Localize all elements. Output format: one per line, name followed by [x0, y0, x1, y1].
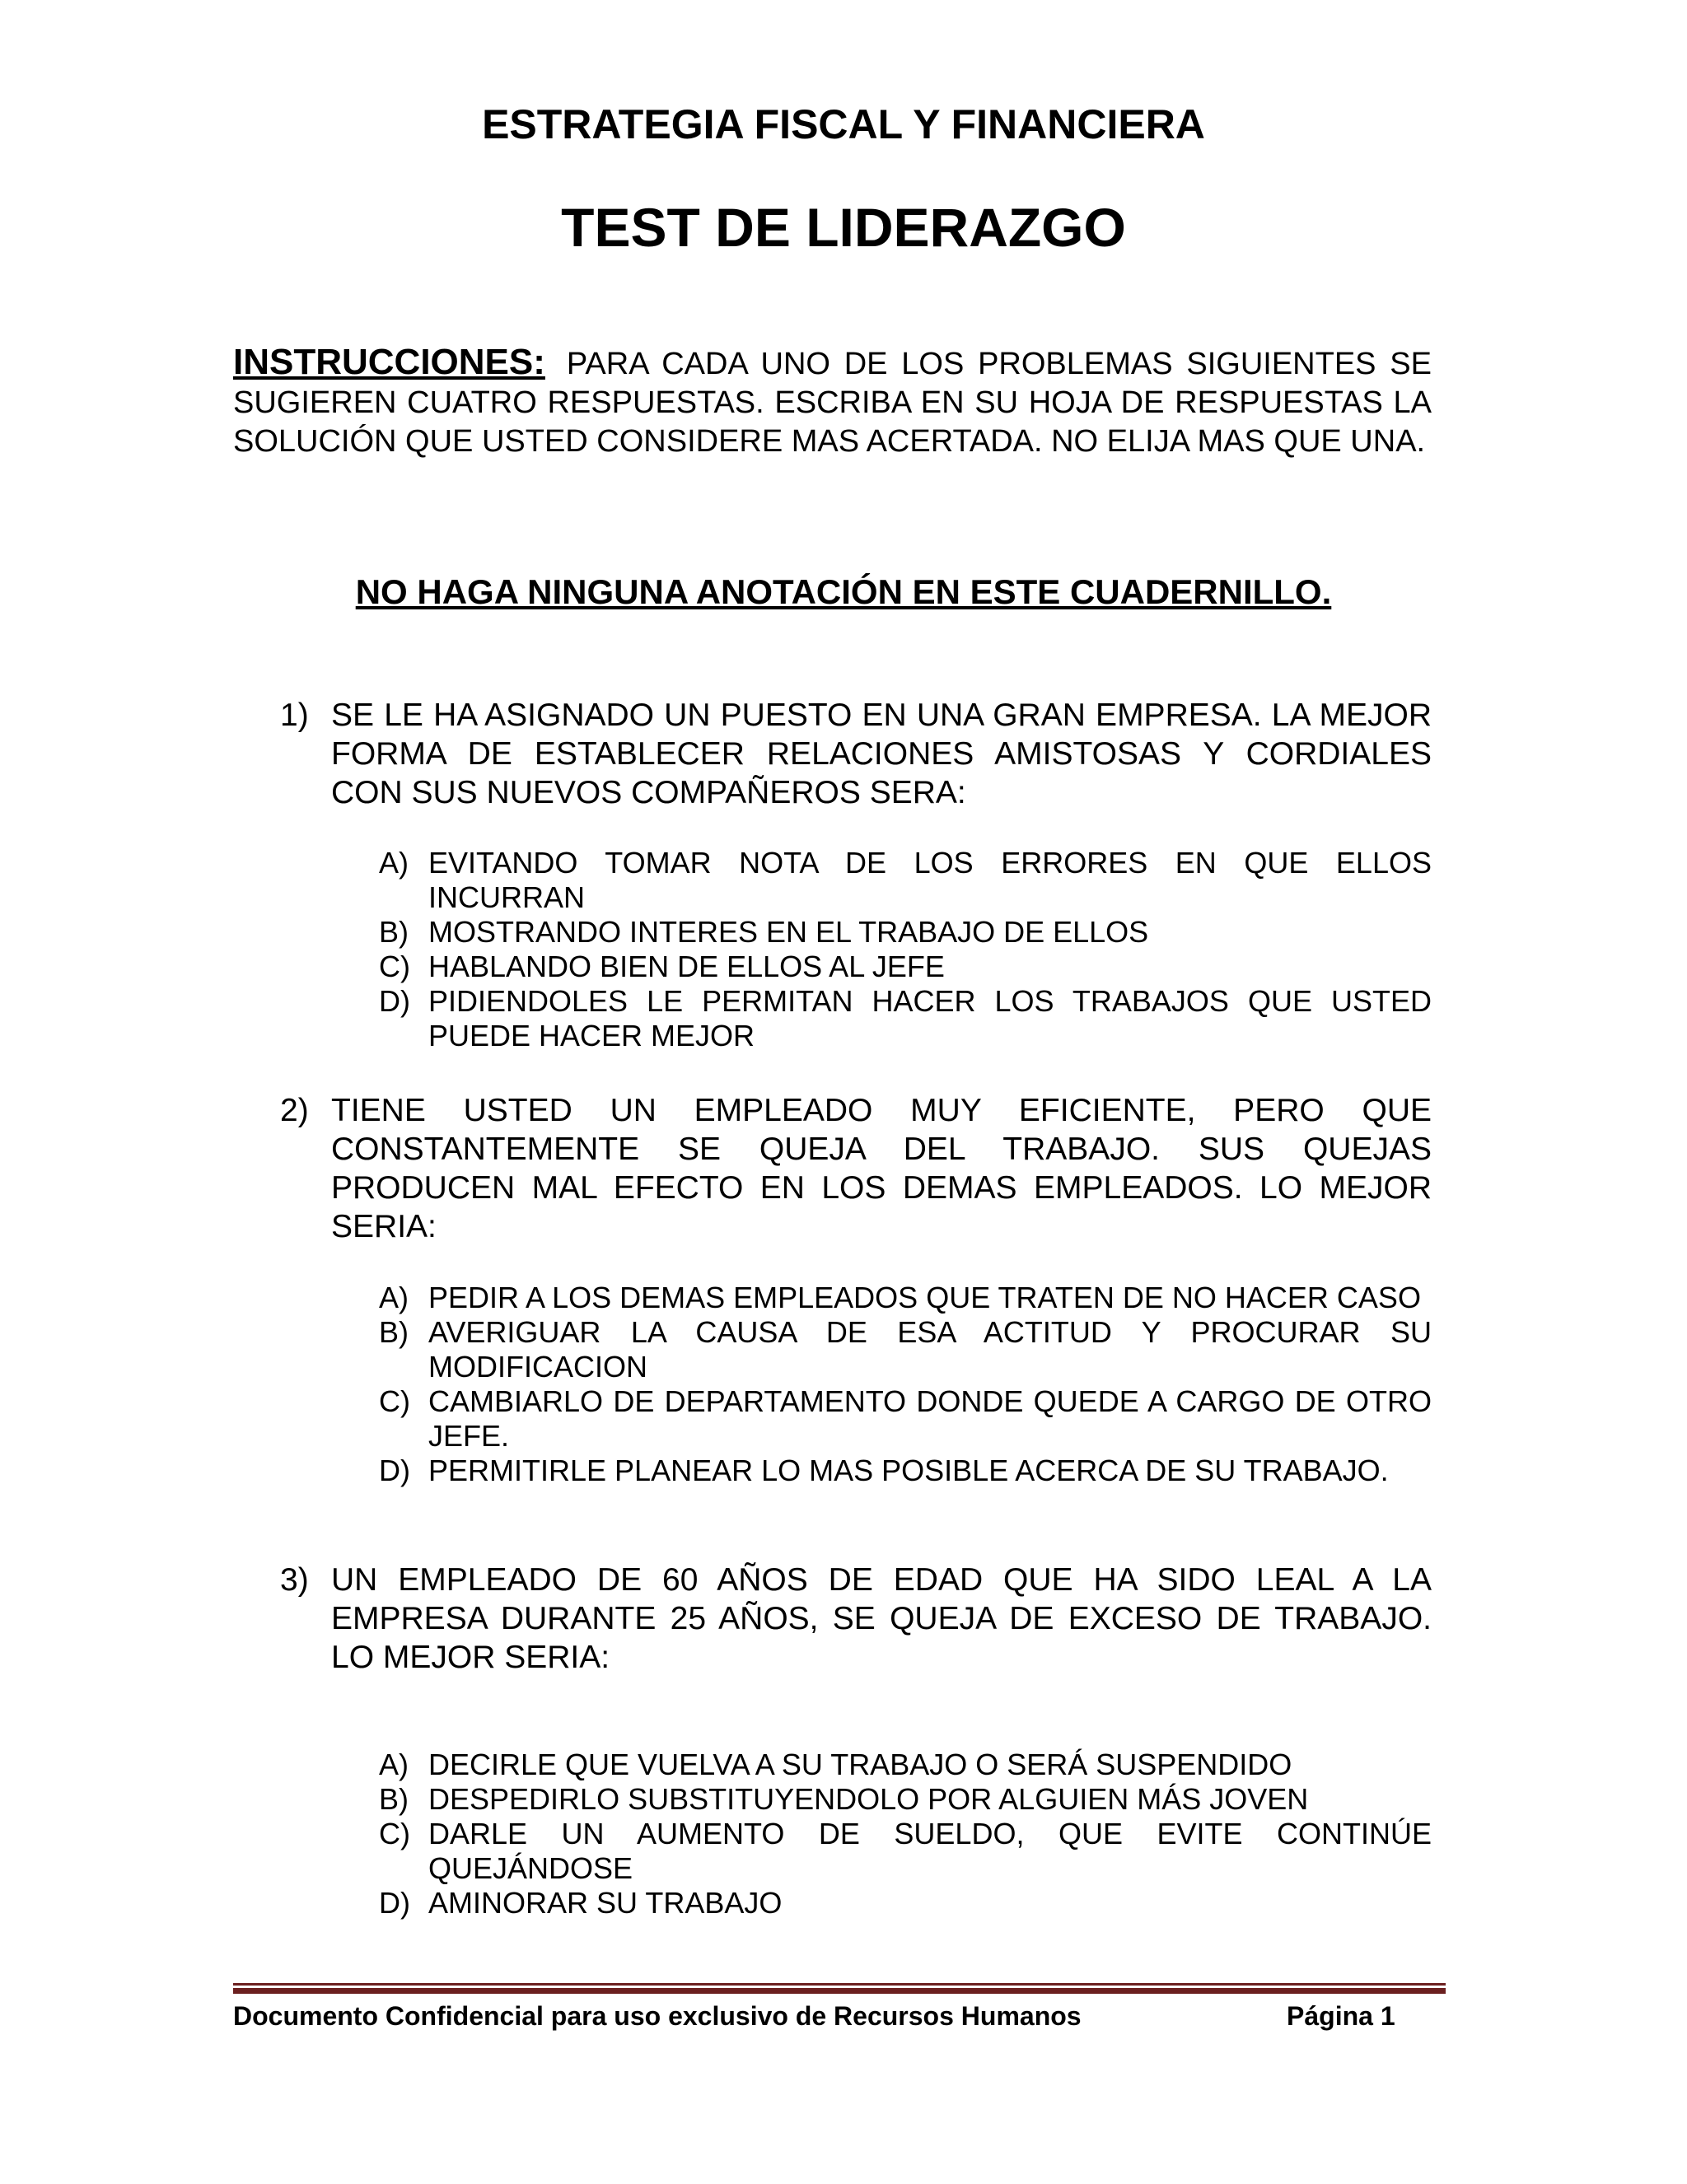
option-letter: A): [379, 1281, 409, 1314]
option-text: AMINORAR SU TRABAJO: [428, 1886, 783, 1920]
option-item: [379, 984, 1432, 1053]
option-item: [379, 950, 1432, 984]
option-item: [379, 846, 1432, 915]
footer-rule-thin: [233, 1983, 1446, 1986]
option-letter: D): [379, 984, 410, 1018]
question-3: [280, 1561, 1432, 1677]
option-item: [379, 1281, 1432, 1315]
instructions-text: PARA CADA UNO DE LOS PROBLEMAS SIGUIENTES SE SUGIEREN CUATRO RESPUESTAS. ESCRIBA EN SU HOJA DE RESPUESTAS LA SOLUCIÓN QUE USTED CONSIDERE MAS ACERTADA. NO ELIJA MAS QUE UNA.: [233, 347, 1432, 459]
option-text: HABLANDO BIEN DE ELLOS AL JEFE: [428, 950, 945, 983]
option-letter: B): [379, 915, 409, 949]
option-item: [379, 1817, 1432, 1886]
question-text: UN EMPLEADO DE 60 AÑOS DE EDAD QUE HA SIDO LEAL A LA EMPRESA DURANTE 25 AÑOS, SE QUEJA DE EXCESO DE TRABAJO. LO MEJOR SERIA:: [331, 1562, 1432, 1675]
option-item: [379, 1315, 1432, 1384]
option-text: AVERIGUAR LA CAUSA DE ESA ACTITUD Y PROCURAR SU MODIFICACION: [428, 1315, 1432, 1384]
option-item: [379, 1454, 1432, 1488]
option-text: MOSTRANDO INTERES EN EL TRABAJO DE ELLOS: [428, 915, 1149, 949]
footer-confidential-note: Documento Confidencial para uso exclusivo de Recursos Humanos: [233, 2001, 1082, 2031]
footer-rule-thick: [233, 1988, 1446, 1994]
option-text: PEDIR A LOS DEMAS EMPLEADOS QUE TRATEN DE NO HACER CASO: [428, 1281, 1421, 1314]
option-item: [379, 1886, 1432, 1920]
option-text: PERMITIRLE PLANEAR LO MAS POSIBLE ACERCA DE SU TRABAJO.: [428, 1454, 1389, 1487]
option-letter: D): [379, 1886, 410, 1920]
page-number: Página 1: [1287, 2001, 1395, 2031]
warning-notice: NO HAGA NINGUNA ANOTACIÓN EN ESTE CUADERNILLO.: [355, 572, 1332, 611]
option-text: DARLE UN AUMENTO DE SUELDO, QUE EVITE CONTINÚE QUEJÁNDOSE: [428, 1817, 1432, 1885]
option-item: [379, 1782, 1432, 1817]
option-letter: B): [379, 1315, 409, 1349]
option-text: DECIRLE QUE VUELVA A SU TRABAJO O SERÁ SUSPENDIDO: [428, 1748, 1292, 1781]
question-number: 2): [280, 1093, 309, 1128]
page-title: TEST DE LIDERAZGO: [561, 197, 1126, 258]
option-letter: A): [379, 846, 409, 880]
instructions-label: INSTRUCCIONES:: [233, 342, 545, 382]
question-number: 3): [280, 1562, 309, 1598]
footer-divider: [233, 1983, 1446, 1995]
question-2-options: [379, 1281, 1432, 1488]
instructions-block: [233, 343, 1432, 461]
option-letter: C): [379, 1384, 410, 1418]
option-text: CAMBIARLO DE DEPARTAMENTO DONDE QUEDE A CARGO DE OTRO JEFE.: [428, 1384, 1432, 1453]
question-text: TIENE USTED UN EMPLEADO MUY EFICIENTE, PERO QUE CONSTANTEMENTE SE QUEJA DEL TRABAJO. SUS QUEJAS PRODUCEN MAL EFECTO EN LOS DEMAS EMPLEADOS. LO MEJOR SERIA:: [331, 1093, 1432, 1244]
question-3-options: [379, 1748, 1432, 1920]
course-heading: ESTRATEGIA FISCAL Y FINANCIERA: [482, 101, 1205, 147]
option-letter: C): [379, 1817, 410, 1850]
option-text: PIDIENDOLES LE PERMITAN HACER LOS TRABAJOS QUE USTED PUEDE HACER MEJOR: [428, 984, 1432, 1052]
option-letter: A): [379, 1748, 409, 1781]
option-item: [379, 915, 1432, 950]
question-text: SE LE HA ASIGNADO UN PUESTO EN UNA GRAN EMPRESA. LA MEJOR FORMA DE ESTABLECER RELACIONES AMISTOSAS Y CORDIALES CON SUS NUEVOS COMPAÑEROS SERA:: [331, 698, 1432, 810]
question-2: [280, 1091, 1432, 1246]
option-letter: C): [379, 950, 410, 983]
question-1-options: [379, 846, 1432, 1053]
option-letter: B): [379, 1782, 409, 1816]
option-text: EVITANDO TOMAR NOTA DE LOS ERRORES EN QUE ELLOS INCURRAN: [428, 846, 1432, 914]
option-item: [379, 1748, 1432, 1782]
option-letter: D): [379, 1454, 410, 1487]
option-text: DESPEDIRLO SUBSTITUYENDOLO POR ALGUIEN MÁS JOVEN: [428, 1782, 1309, 1816]
question-1: [280, 696, 1432, 812]
option-item: [379, 1384, 1432, 1454]
question-number: 1): [280, 698, 309, 733]
